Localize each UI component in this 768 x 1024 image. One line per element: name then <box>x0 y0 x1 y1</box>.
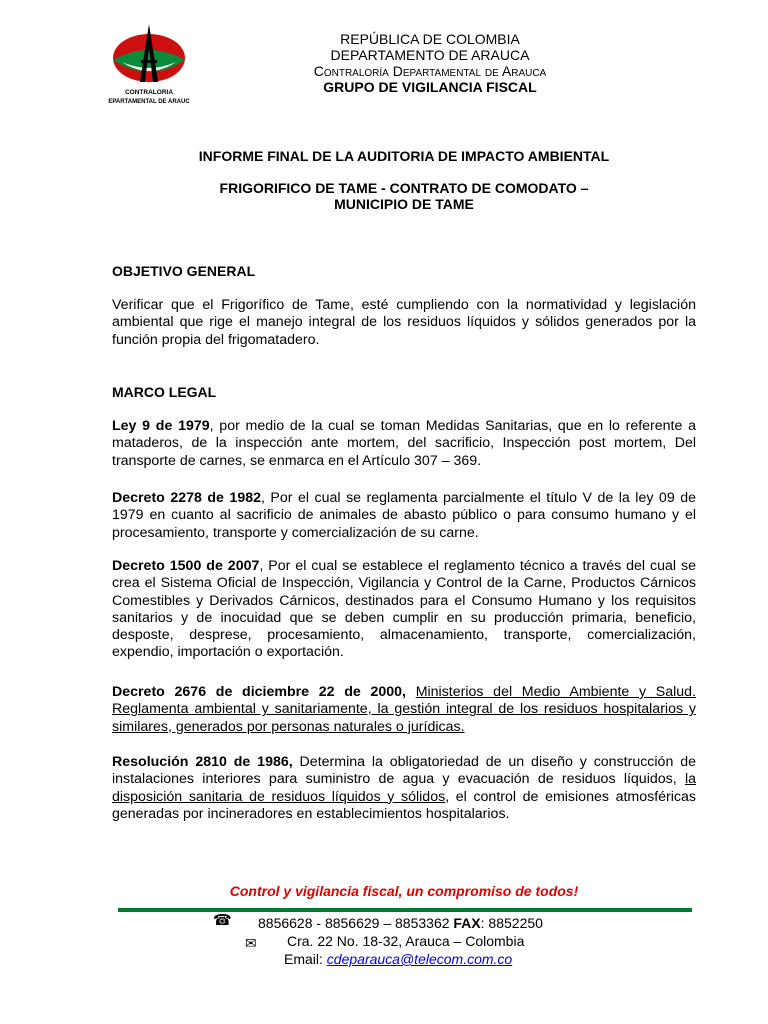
decreto1500-text: , Por el cual se establece el reglamento técnico a través del cual se crea el Sistema Oficial de Inspección, Vigilancia y Control de la Carne, Productos Cárnicos Comestibles y Derivados Cárnicos, destinados para el Consumo Humano y los requisitos sanitarios y de inocuidad que se deben cumplir en su producción primaria, beneficio, desposte, desprese, procesamiento, almacenamiento, transporte, comercialización, expendio, importación o exportación. <box>112 558 696 661</box>
ley9-ref: Ley 9 de 1979 <box>112 418 210 434</box>
mail-icon: ✉ <box>245 935 257 951</box>
decreto2278-paragraph <box>112 490 696 542</box>
report-subtitle <box>112 180 696 212</box>
footer-phones-line <box>258 915 543 932</box>
contraloria-logo <box>108 18 190 108</box>
resolucion2810-paragraph <box>112 754 696 823</box>
decreto2676-ref: Decreto 2676 de diciembre 22 de 2000, <box>112 684 406 700</box>
ley9-text: , por medio de la cual se toman Medidas Sanitarias, que en lo referente a mataderos, de la inspección ante mortem, del sacrificio, Inspección post mortem, Del transporte de carnes, se enmarca en el Artículo 307 – 369. <box>112 418 696 469</box>
footer-email-label: Email: <box>284 951 327 967</box>
resolucion2810-text-b: , el control de emisiones atmosféricas generadas por incineradores en establecimientos hospitalarios. <box>112 788 696 822</box>
footer-email-link[interactable]: cdeparauca@telecom.com.co <box>326 951 513 967</box>
decreto2676-text: Ministerios del Medio Ambiente y Salud. Reglamenta ambiental y sanitariamente, la gestión integral de los residuos hospitalarios y similares, generados por personas naturales o jurídicas. <box>112 684 697 735</box>
logo-text-2: DEPARTAMENTAL DE ARAUCA <box>108 99 190 105</box>
objetivo-heading: OBJETIVO GENERAL <box>112 263 256 279</box>
decreto2278-text: , Por el cual se reglamenta parcialmente el título V de la ley 09 de 1979 en cuanto al sacrificio de animales de abasto público o para consumo humano y el procesamiento, transporte y comercialización de su carne. <box>112 490 696 541</box>
header-group: GRUPO DE VIGILANCIA FISCAL <box>323 79 537 95</box>
objetivo-text: Verificar que el Frigorífico de Tame, esté cumpliendo con la normatividad y legislación ambiental que rige el manejo integral de los residuos líquidos y sólidos generados por la función propia del frigomatadero. <box>112 297 696 348</box>
footer-address: Cra. 22 No. 18-32, Arauca – Colombia <box>287 933 525 949</box>
header-country: REPÚBLICA DE COLOMBIA <box>340 31 520 47</box>
decreto1500-paragraph <box>112 558 696 662</box>
footer-phones: 8856628 - 8856629 – 8853362 <box>258 915 450 931</box>
header-department: DEPARTAMENTO DE ARAUCA <box>330 47 530 63</box>
footer-motto: Control y vigilancia fiscal, un compromiso de todos! <box>229 883 579 899</box>
phone-icon: ☎ <box>213 912 232 929</box>
resolucion2810-text-underlined: la disposición sanitaria de residuos líquidos y sólidos <box>112 771 696 805</box>
decreto1500-ref: Decreto 1500 de 2007 <box>112 558 260 574</box>
report-subtitle-line2: MUNICIPIO DE TAME <box>334 196 474 212</box>
header-contraloria: Contraloría Departamental de Arauca <box>313 63 547 79</box>
logo-text-1: CONTRALORIA <box>124 89 174 96</box>
resolucion2810-ref: Resolución 2810 de 1986, <box>112 754 293 770</box>
marco-heading: MARCO LEGAL <box>112 384 217 400</box>
resolucion2810-text-a: Determina la obligatoriedad de un diseño y construcción de instalaciones interiores para suministro de agua y evacuación de residuos líquidos, <box>112 754 696 788</box>
decreto2278-ref: Decreto 2278 de 1982 <box>112 490 261 506</box>
report-subtitle-line1: FRIGORIFICO DE TAME - CONTRATO DE COMODATO – <box>219 180 589 196</box>
ley9-paragraph <box>112 418 696 470</box>
footer-fax: : 8852250 <box>480 915 543 931</box>
decreto2676-paragraph <box>112 684 696 736</box>
report-title: INFORME FINAL DE LA AUDITORIA DE IMPACTO AMBIENTAL <box>198 148 610 164</box>
footer-divider <box>118 908 692 912</box>
footer-email-line <box>284 951 512 968</box>
footer-fax-label: FAX <box>453 915 481 931</box>
